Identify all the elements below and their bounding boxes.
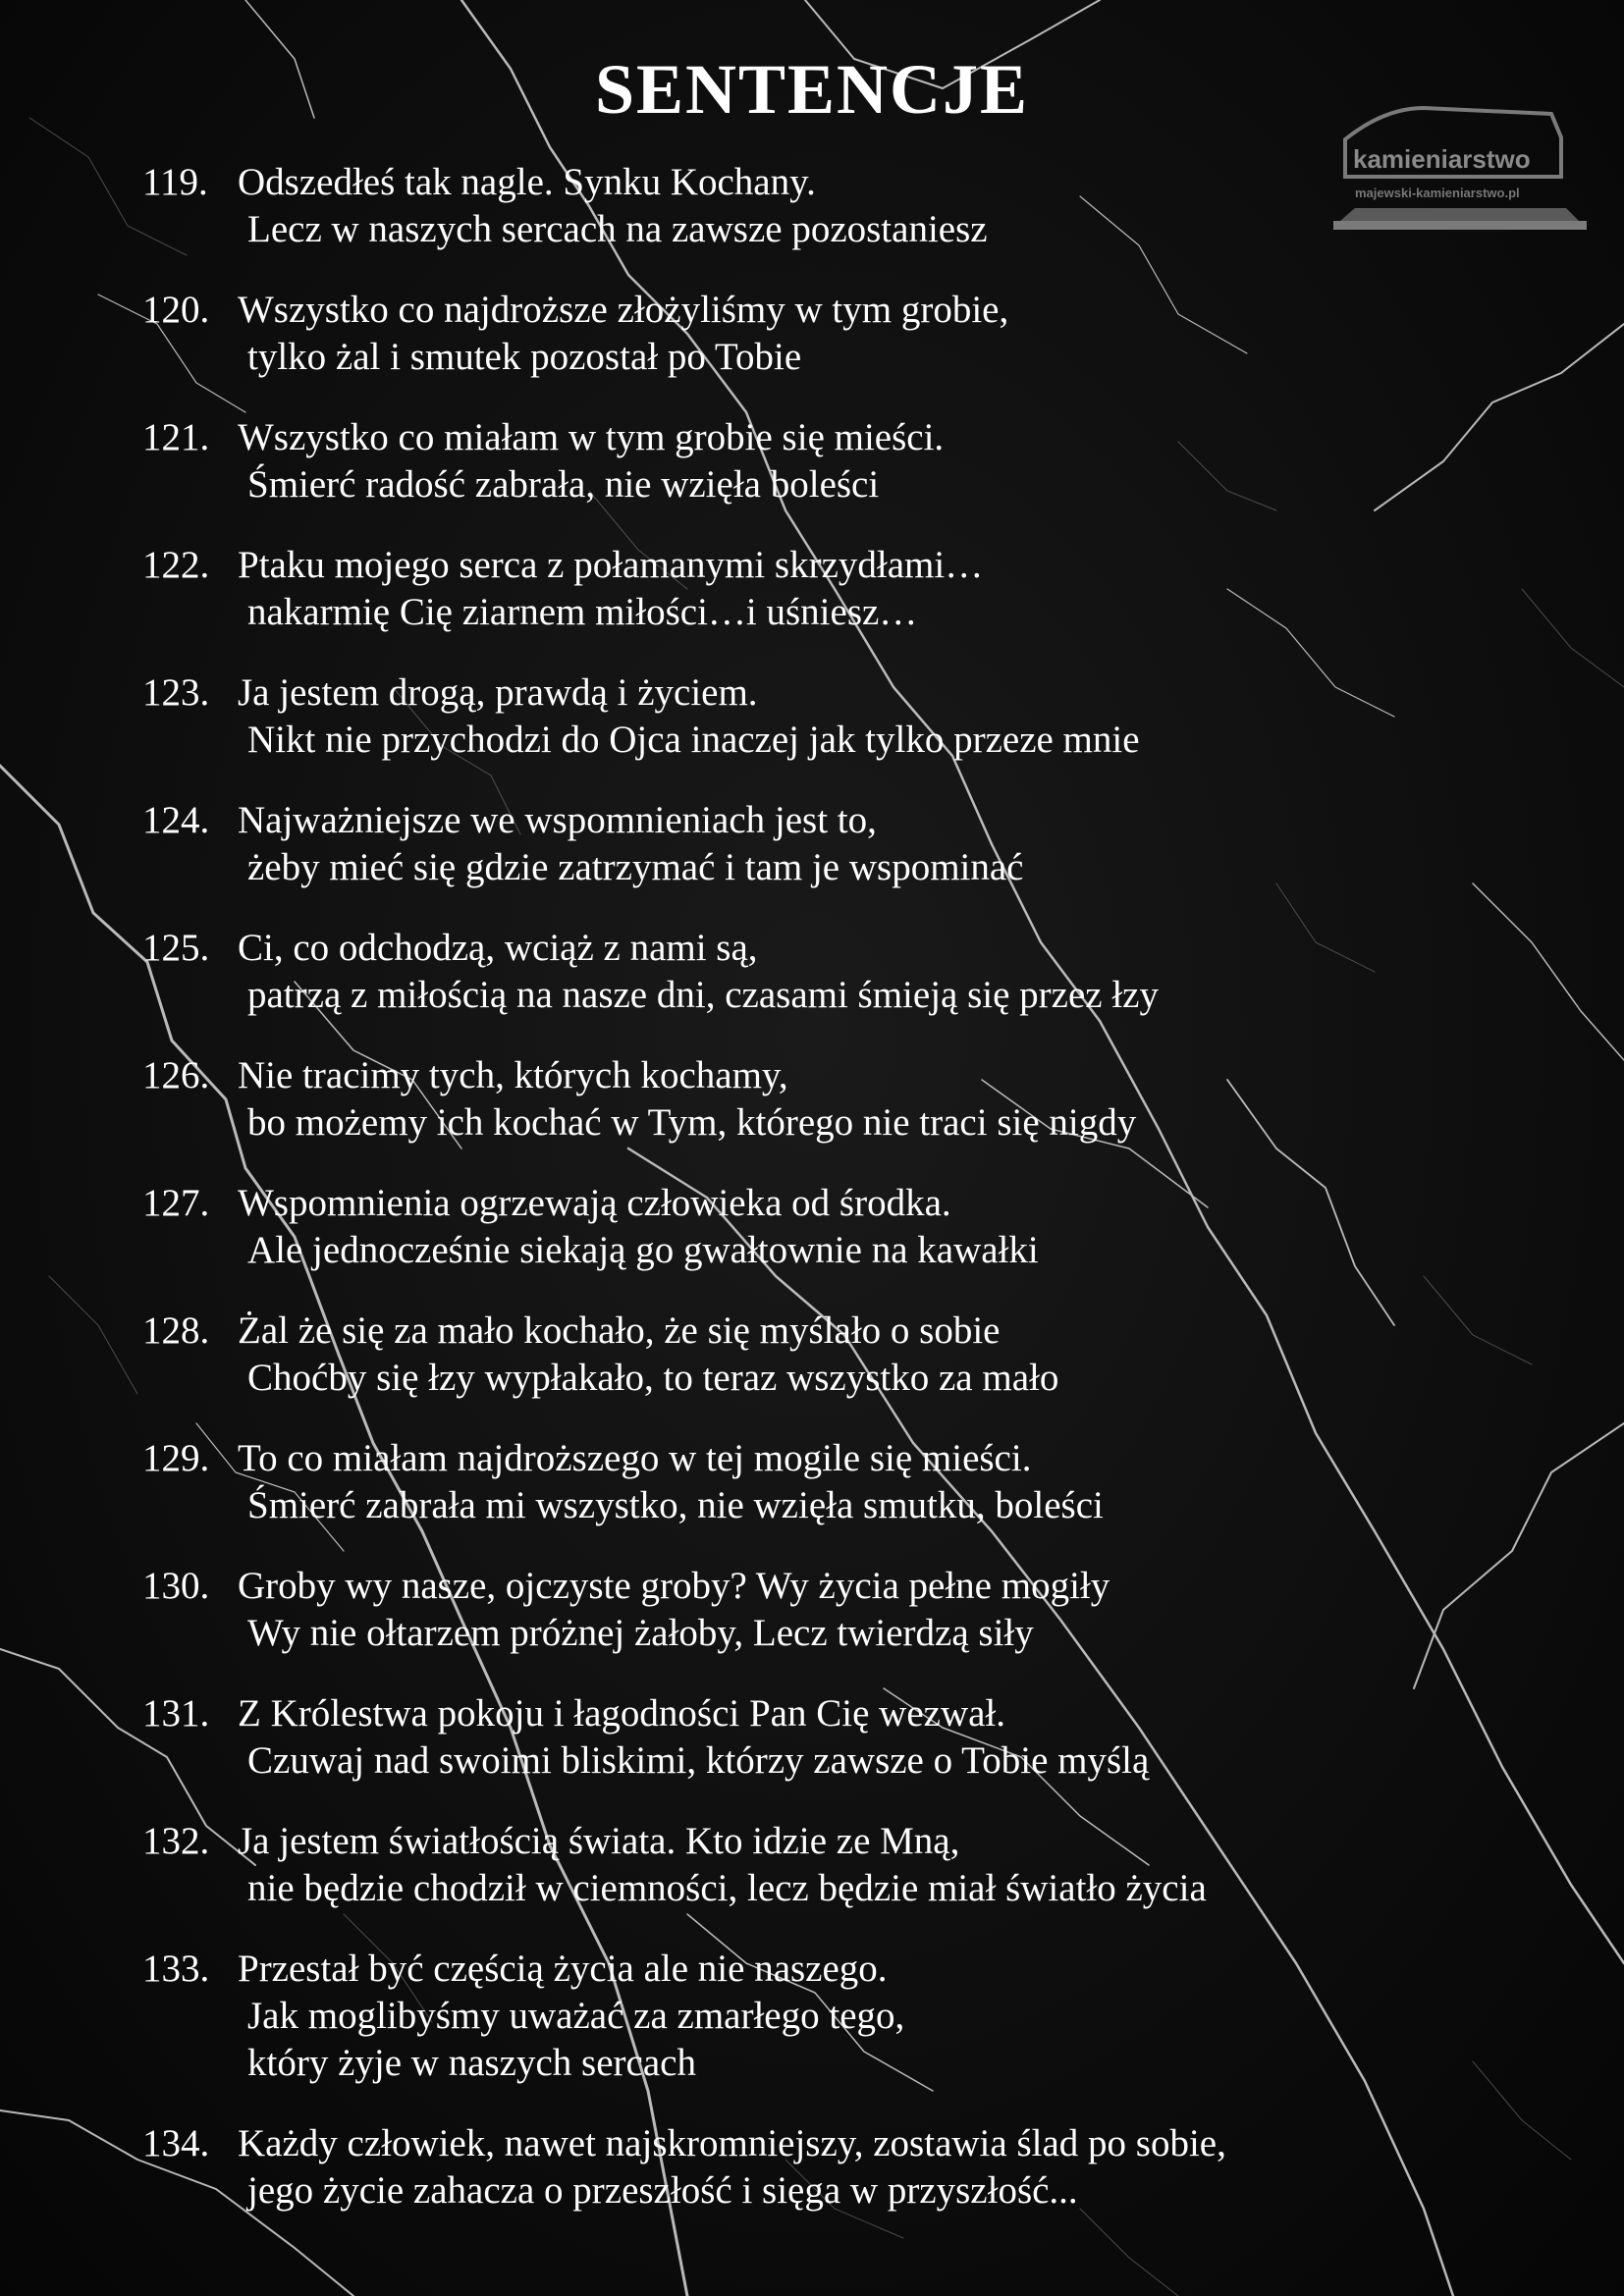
sentence-line: Wspomnienia ogrzewają człowieka od środka.: [238, 1182, 951, 1224]
sentence-number: 133.: [142, 1948, 210, 1990]
sentence-item: [142, 1690, 1419, 1785]
sentence-line: Nikt nie przychodzi do Ojca inaczej jak tylko przeze mnie: [247, 719, 1140, 761]
sentence-line: Odszedłeś tak nagle. Synku Kochany.: [238, 161, 816, 203]
sentence-number: 120.: [142, 289, 210, 331]
sentence-item: [142, 1308, 1419, 1402]
sentence-line: jego życie zahacza o przeszłość i sięga w przyszłość...: [247, 2169, 1078, 2212]
sentence-line: Śmierć radość zabrała, nie wzięła boleści: [247, 463, 880, 506]
sentence-line: nie będzie chodził w ciemności, lecz będzie miał światło życia: [247, 1867, 1207, 1909]
sentence-line: Najważniejsze we wspomnieniach jest to,: [238, 799, 877, 841]
sentence-number: 131.: [142, 1692, 210, 1735]
sentence-line: Wszystko co miałam w tym grobie się mieści.: [238, 416, 945, 458]
sentence-item: [142, 1563, 1419, 1657]
sentence-item: [142, 287, 1419, 381]
sentence-line: Ptaku mojego serca z połamanymi skrzydłami…: [238, 544, 984, 586]
sentence-line: Choćby się łzy wypłakało, to teraz wszystko za mało: [247, 1357, 1059, 1399]
sentence-line: Każdy człowiek, nawet najskromniejszy, zostawia ślad po sobie,: [238, 2122, 1226, 2164]
sentence-item: [142, 1180, 1419, 1274]
sentence-item: [142, 797, 1419, 891]
page-title: SENTENCJE: [594, 50, 1030, 129]
sentence-item: [142, 1946, 1419, 2087]
logo-name: kamieniarstwo: [1353, 144, 1531, 174]
sentence-line: bo możemy ich kochać w Tym, którego nie traci się nigdy: [247, 1101, 1137, 1144]
sentence-line: Ale jednocześnie siekają go gwałtownie na kawałki: [247, 1229, 1039, 1271]
sentence-number: 129.: [142, 1437, 210, 1479]
sentence-number: 126.: [142, 1054, 210, 1096]
sentence-item: [142, 542, 1419, 636]
sentence-number: 124.: [142, 799, 210, 841]
sentence-number: 121.: [142, 416, 210, 458]
sentence-number: 119.: [142, 161, 208, 203]
sentence-line: Wszystko co najdroższe złożyliśmy w tym grobie,: [238, 289, 1009, 331]
sentence-number: 122.: [142, 544, 210, 586]
sentence-item: [142, 669, 1419, 764]
sentence-line: Ci, co odchodzą, wciąż z nami są,: [238, 927, 758, 969]
sentence-number: 127.: [142, 1182, 210, 1224]
sentence-line: To co miałam najdroższego w tej mogile się mieści.: [238, 1437, 1032, 1479]
sentence-line: nakarmię Cię ziarnem miłości…i uśniesz…: [247, 591, 918, 633]
sentence-line: Czuwaj nad swoimi bliskimi, którzy zawsze o Tobie myślą: [247, 1739, 1150, 1782]
sentence-line: żeby mieć się gdzie zatrzymać i tam je wspominać: [247, 846, 1024, 888]
sentence-line: Żal że się za mało kochało, że się myślało o sobie: [238, 1309, 1001, 1352]
sentence-line: Przestał być częścią życia ale nie naszego.: [238, 1948, 888, 1990]
sentence-line: patrzą z miłością na nasze dni, czasami śmieją się przez łzy: [247, 974, 1159, 1016]
sentences-list: [142, 159, 1419, 2248]
sentence-item: [142, 1052, 1419, 1147]
sentence-item: [142, 1818, 1419, 1912]
sentence-number: 123.: [142, 671, 210, 714]
sentence-item: [142, 414, 1419, 508]
sentence-number: 128.: [142, 1309, 210, 1352]
sentence-number: 130.: [142, 1565, 210, 1607]
sentence-line: Z Królestwa pokoju i łagodności Pan Cię wezwał.: [238, 1692, 1005, 1735]
sentence-line: Jak moglibyśmy uważać za zmarłego tego,: [247, 1995, 905, 2037]
sentence-item: [142, 925, 1419, 1019]
sentence-number: 125.: [142, 927, 210, 969]
sentence-line: Ja jestem drogą, prawdą i życiem.: [238, 671, 758, 714]
sentence-number: 134.: [142, 2122, 210, 2164]
sentence-item: [142, 159, 1419, 253]
sentence-line: tylko żal i smutek pozostał po Tobie: [247, 336, 802, 378]
sentence-line: Nie tracimy tych, których kochamy,: [238, 1054, 788, 1096]
sentence-line: który żyje w naszych sercach: [247, 2042, 696, 2084]
sentence-item: [142, 2120, 1419, 2215]
sentence-line: Śmierć zabrała mi wszystko, nie wzięła smutku, boleści: [247, 1484, 1104, 1526]
sentence-number: 132.: [142, 1820, 210, 1862]
sentence-line: Wy nie ołtarzem próżnej żałoby, Lecz twierdzą siły: [247, 1612, 1034, 1654]
sentence-line: Ja jestem światłością świata. Kto idzie ze Mną,: [238, 1820, 960, 1862]
sentence-item: [142, 1435, 1419, 1529]
logo-url: majewski-kamieniarstwo.pl: [1355, 186, 1520, 200]
sentence-line: Groby wy nasze, ojczyste groby? Wy życia pełne mogiły: [238, 1565, 1110, 1607]
sentence-line: Lecz w naszych sercach na zawsze pozostaniesz: [247, 208, 988, 250]
